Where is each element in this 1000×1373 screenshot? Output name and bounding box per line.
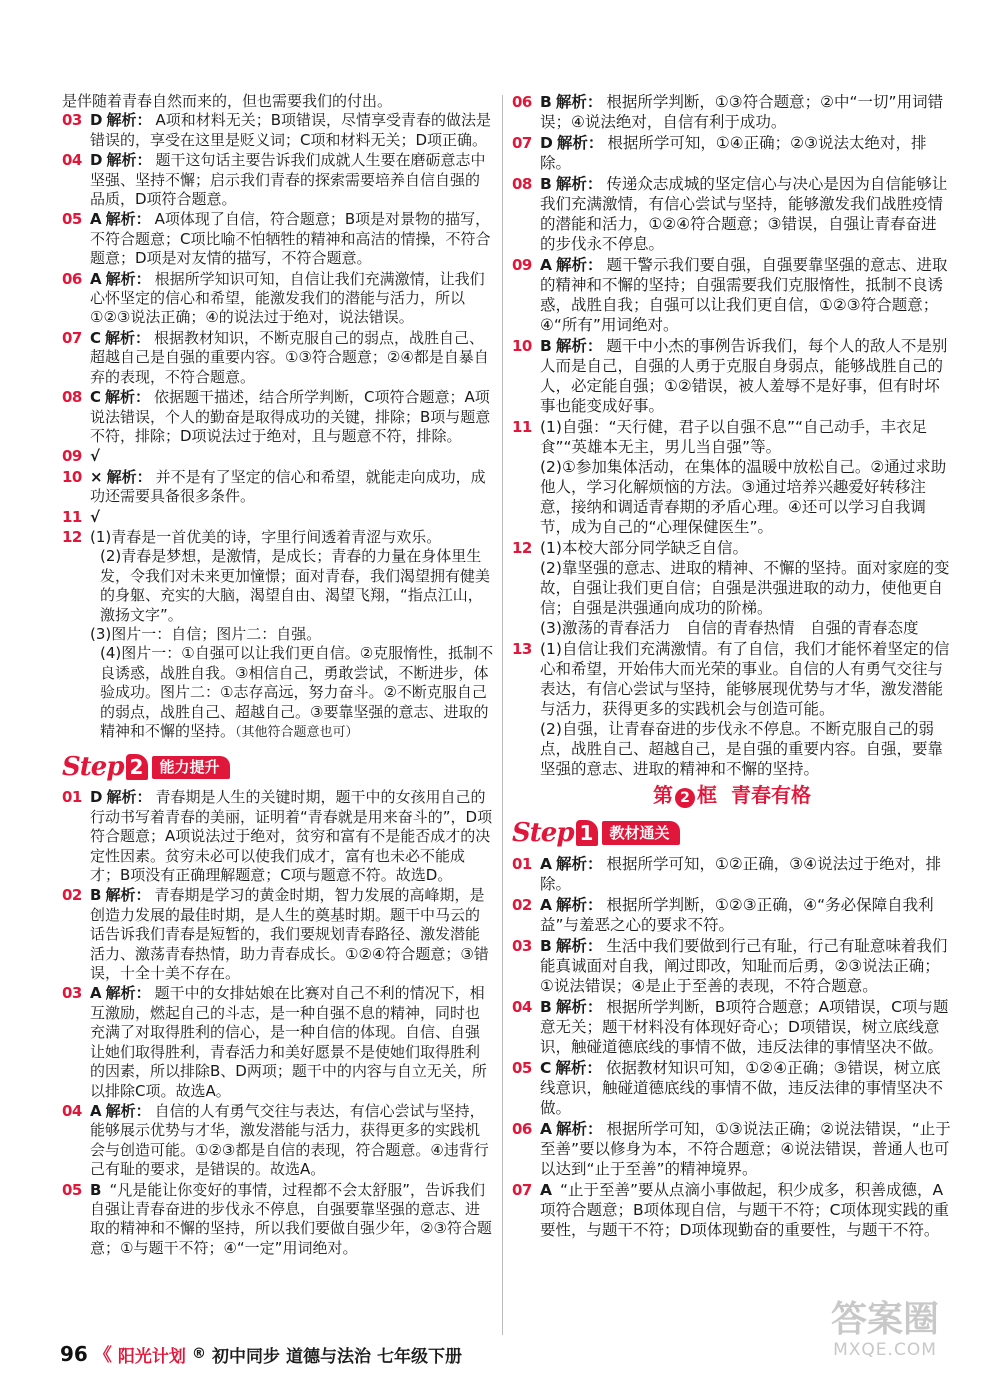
question-number: 09 (62, 447, 82, 466)
answer-part: (1)本校大部分同学缺乏自信。 (540, 539, 748, 557)
question-13-right (512, 639, 952, 779)
analysis-label: 解析： (556, 256, 603, 274)
answer-part: (1)自强：“天行健，君子以自强不息”“自己动手，丰衣足食”“英雄本无主，男儿当自强”等。 (540, 418, 928, 456)
question-number: 13 (512, 640, 532, 658)
analysis-label: 解析： (106, 467, 152, 486)
question-number: 04 (62, 151, 82, 170)
answer-body (90, 111, 494, 150)
question-number: 12 (62, 527, 82, 546)
question-number: 05 (512, 1059, 532, 1077)
answer-body (540, 936, 952, 996)
analysis-text: 依据教材知识可知，①②④正确；③错误，树立底线意识，触碰道德底线的事情不做，违反法律的事情坚决不做。 (540, 1059, 944, 1117)
answer-body (90, 270, 494, 328)
answer-option: B (540, 998, 552, 1016)
answer-item (512, 92, 952, 132)
answer-option: A (540, 855, 552, 873)
answer-body (90, 508, 494, 527)
answer-item (512, 854, 952, 894)
step-number: 2 (126, 754, 148, 780)
answer-item (62, 270, 494, 328)
answer-item (62, 210, 494, 268)
question-number: 04 (62, 1101, 82, 1120)
answer-list-left-b (62, 788, 494, 1258)
answer-option: C (90, 388, 102, 407)
answer-item (62, 329, 494, 387)
grade-name: 七年级下册 (377, 1346, 462, 1367)
step-title: 能力提升 (152, 756, 230, 779)
analysis-label: 解析： (106, 111, 152, 130)
section-number: 2 (675, 788, 695, 808)
answer-item (62, 788, 494, 885)
answer-list-left-a (62, 111, 494, 527)
answer-option: √ (90, 447, 101, 466)
step-number: 1 (576, 820, 598, 846)
answer-body (540, 854, 952, 894)
answer-option: B (540, 93, 552, 111)
answer-option: B (540, 175, 552, 193)
watermark-logo (810, 1300, 960, 1364)
answer-item (62, 886, 494, 983)
answer-body (540, 997, 952, 1057)
registered-mark: ® (191, 1346, 206, 1362)
answer-option: A (540, 1120, 552, 1138)
analysis-label: 解析： (556, 855, 603, 873)
answer-item (62, 984, 494, 1100)
answer-body (540, 895, 952, 935)
question-number: 02 (62, 886, 82, 905)
question-number: 05 (62, 210, 82, 229)
series-name: 初中同步 (212, 1346, 280, 1367)
answer-option: B (540, 937, 552, 955)
answer-body (540, 255, 952, 335)
analysis-label: 解析： (105, 210, 151, 229)
answer-part: (4)图片一：①自强可以让我们更自信。②克服惰性，抵制不良诱惑，战胜自我。③相信自己，勇敢尝试，不断进步，体验成功。图片二：①志存高远，努力奋斗。②不断克服自己的弱点，战胜自己、超越自己。③要靠坚强的意志、进取的精神和不懈的坚持。（其他符合题意也可） (100, 644, 494, 740)
analysis-text: 生活中我们要做到行己有耻，行己有耻意味着我们能真诚面对自我，阐过即改，知耻而后勇，②③说法正确；①说法错误；④是止于至善的表现，不符合题意。 (540, 937, 948, 995)
brand-name: 阳光计划 (117, 1346, 186, 1367)
answer-option: A (90, 1101, 102, 1120)
answer-option: C (540, 1059, 552, 1077)
answer-item (62, 447, 494, 466)
step-word: Step (62, 751, 124, 782)
answer-option: B (540, 337, 552, 355)
analysis-text: 根据所学知识可知，自信让我们充满激情，让我们心怀坚定的信心和希望，能激发我们的潜能与活力，所以①②③说法正确；④的说法过于绝对，说法错误。 (90, 269, 485, 327)
question-number: 10 (62, 467, 82, 486)
answer-option: × (90, 467, 103, 486)
analysis-text: “凡是能让你变好的事情，过程都不会太舒服”，告诉我们自强让青春奋进的步伐永不停息，自强要靠坚强的意志、进取的精神和不懈的坚持，所以我们要做自强少年，②③符合题意；①与题干不符；④“一定”用词绝对。 (90, 1180, 492, 1257)
question-number: 09 (512, 256, 532, 274)
analysis-label: 解析： (105, 388, 151, 407)
analysis-text: 根据教材知识，不断克服自己的弱点，战胜自己、超越自己是自强的重要内容。①③符合题意；②④都是自暴自弃的表现，不符合题意。 (90, 328, 489, 386)
answer-part: (1)自信让我们充满激情。有了自信，我们才能怀着坚定的信心和希望，开始伟大而光荣的事业。自信的人有勇气交往与表达，有信心尝试与坚持，能够展现优势与才华，激发潜能与活力，获得更多的实践机会与创造可能。 (540, 640, 950, 718)
step-word: Step (512, 818, 574, 848)
answer-option: A (90, 269, 102, 288)
answer-body (90, 151, 494, 209)
answer-option: A (540, 1181, 552, 1199)
watermark-text: 答案圈 (830, 1299, 939, 1340)
answer-option: D (540, 134, 553, 152)
analysis-text: 根据所学判断，①③符合题意；②中“一切”用词错误；④说法绝对，自信有利于成功。 (540, 93, 944, 131)
subject-name: 道德与法治 (286, 1346, 371, 1367)
right-column (512, 92, 952, 1241)
answer-option: A (90, 984, 102, 1003)
answer-item (62, 1181, 494, 1259)
analysis-text: 题干警示我们要自强，自强要靠坚强的意志、进取的精神和不懈的坚持；自强需要我们克服惰性，抵制不良诱惑，战胜自我；自强可以让我们更自信，①②③符合题意；④“所有”用词绝对。 (540, 256, 948, 334)
answer-body (90, 1102, 494, 1180)
analysis-text: 题干这句话主要告诉我们成就人生要在磨砺意志中坚强、坚持不懈；启示我们青春的探索需要培养自信自强的品质，D项符合题意。 (90, 151, 486, 209)
analysis-text: 并不是有了坚定的信心和希望，就能走向成功，成功还需要具备很多条件。 (90, 467, 486, 506)
question-number: 03 (62, 984, 82, 1003)
answer-body (540, 336, 952, 416)
analysis-label: 解析： (555, 337, 603, 355)
analysis-label: 解析： (105, 328, 151, 347)
question-number: 07 (512, 134, 532, 152)
analysis-label: 解析： (105, 1101, 151, 1120)
answer-item (62, 388, 494, 446)
answer-item (512, 1119, 952, 1179)
analysis-label: 解析： (105, 984, 151, 1003)
answer-note: （其他符合题意也可） (235, 725, 359, 740)
answer-body (90, 447, 494, 466)
question-12-left (62, 528, 494, 742)
answer-body (90, 210, 494, 268)
analysis-label: 解析： (556, 896, 603, 914)
analysis-text: 根据所学可知，①③说法正确；②说法错误，“止于至善”要以修身为本，不符合题意；④说法错误，普通人也可以达到“止于至善”的精神境界。 (540, 1120, 951, 1178)
analysis-text: 根据所学判断，①②③正确，④“务必保障自我利益”与羞恶之心的要求不符。 (540, 896, 934, 934)
question-12-right (512, 538, 952, 638)
answer-part: (3)图片一：自信；图片二：自强。 (90, 624, 322, 643)
analysis-label: 解析： (555, 93, 603, 111)
answer-body (90, 886, 494, 983)
step-1-header (512, 818, 952, 848)
question-number: 07 (62, 328, 82, 347)
question-number: 01 (62, 788, 82, 807)
answer-item (62, 1102, 494, 1180)
answer-option: C (90, 328, 102, 347)
answer-item (512, 895, 952, 935)
question-number: 11 (62, 507, 82, 526)
answer-item (512, 997, 952, 1057)
watermark-url: MXQE.COM (833, 1340, 937, 1360)
answer-part: (1)青春是一首优美的诗，字里行间透着青涩与欢乐。 (90, 527, 442, 546)
answer-part: (2)青春是梦想，是激情，是成长；青春的力量在身体里生发，令我们对未来更加憧憬；面对青春，我们渴望拥有健美的身躯、充实的大脑，渴望自由、渴望飞翔，“指点江山，激扬文字”。 (100, 547, 491, 624)
question-number: 06 (512, 1120, 532, 1138)
analysis-text: 题干中小杰的事例告诉我们，每个人的敌人不是别人而是自己，自强的人勇于克服自身弱点，能够战胜自己的人，必定能自强；①②错误，被人羞辱不是好事，但有时坏事也能变成好事。 (540, 337, 948, 415)
answer-option: √ (90, 507, 101, 526)
question-number: 03 (62, 111, 82, 130)
analysis-text: 青春期是人生的关键时期，题干中的女孩用自己的行动书写着青春的美丽，证明着“青春就是用来奋斗的”，D项符合题意；A项说法过于绝对，贫穷和富有不是能否成才的决定性因素。贫穷未必可以使我们成才，富有也未必不能成才；B项没有正确理解题意；C项与题意不符。故选D。 (90, 788, 493, 885)
answer-option: D (90, 788, 103, 807)
analysis-label: 解析： (555, 175, 603, 193)
analysis-text: “止于至善”要从点滴小事做起，积少成多，积善成德，A项符合题意；B项体现自信，与题干不符；C项体现实践的重要性，与题干不符；D项体现勤奋的重要性，与题干不符。 (540, 1181, 949, 1239)
page-footer (60, 1341, 462, 1367)
answer-item (512, 174, 952, 254)
question-number: 05 (62, 1180, 82, 1199)
analysis-text: 自信的人有勇气交往与表达，有信心尝试与坚持，能够展示优势与才华，激发潜能与活力，获得更多的实践机会与创造可能。①②③都是自信的表现，符合题意。④违背行己有耻的要求，是错误的。故选A。 (90, 1101, 489, 1179)
answer-part: (2)自强，让青春奋进的步伐永不停息。不断克服自己的弱点，战胜自己、超越自己，是自强的重要内容。自强，要靠坚强的意志、进取的精神和不懈的坚持。 (540, 720, 944, 778)
analysis-text: 根据所学判断，B项符合题意；A项错误，C项与题意无关；题干材料没有体现好奇心；D项错误，树立底线意识，触碰道德底线的事情不做，违反法律的事情坚决不做。 (540, 998, 949, 1056)
question-number: 02 (512, 896, 532, 914)
answer-item (512, 133, 952, 173)
question-number: 10 (512, 337, 532, 355)
analysis-label: 解析： (555, 1059, 602, 1077)
answer-list-right-b (512, 854, 952, 1240)
section-prefix: 第 (653, 783, 674, 807)
analysis-label: 解析： (555, 998, 603, 1016)
analysis-text: 依据题干描述，结合所学判断，C项符合题意；A项说法错误，个人的勤奋是取得成功的关键，排除；B项与题意不符，排除；D项说法过于绝对，且与题意不符，排除。 (90, 388, 491, 445)
question-number: 06 (62, 269, 82, 288)
analysis-label: 解析： (106, 788, 152, 807)
question-number: 07 (512, 1181, 532, 1199)
section-suffix: 框 (697, 783, 718, 807)
answer-body (90, 1181, 494, 1259)
question-number: 11 (512, 418, 532, 436)
answer-option: A (540, 896, 552, 914)
question-number: 06 (512, 93, 532, 111)
answer-option: B (90, 1180, 102, 1199)
question-number: 01 (512, 855, 532, 873)
answer-list-right-a (512, 92, 952, 416)
answer-option: B (90, 886, 102, 905)
analysis-text: 传递众志成城的坚定信心与决心是因为自信能够让我们充满激情，有信心尝试与坚持，能够激发我们战胜疫情的潜能和活力，①②④符合题意；③错误，自强让青春奋进的步伐永不停息。 (540, 175, 948, 253)
analysis-text: 青春期是学习的黄金时期，智力发展的高峰期，是创造力发展的最佳时期，是人生的奠基时期。题干中马云的话告诉我们青春是短暂的，我们要规划青春路径、激发潜能活力、激荡青春热情，助力青春成长。①②④符合题意；③错误，十全十美不存在。 (90, 886, 489, 983)
question-number: 08 (512, 175, 532, 193)
column-divider (502, 95, 503, 1335)
answer-item (512, 936, 952, 996)
question-number: 12 (512, 539, 532, 557)
answer-option: D (90, 151, 103, 170)
question-number: 08 (62, 388, 82, 407)
analysis-text: 根据所学可知，①④正确；②③说法太绝对，排除。 (540, 134, 927, 172)
answer-body (90, 468, 494, 507)
analysis-text: 根据所学可知，①②正确，③④说法过于绝对，排除。 (540, 855, 942, 893)
page-number: 96 (60, 1342, 88, 1366)
analysis-text: A项体现了自信，符合题意；B项是对景物的描写，不符合题意；C项比喻不怕牺牲的精神和高洁的情操，不符合题意；D项是对友情的描写，不符合题意。 (90, 210, 491, 268)
step-title: 教材通关 (602, 821, 680, 845)
answer-item (512, 1058, 952, 1118)
answer-part: (2)①参加集体活动，在集体的温暖中放松自己。②通过求助他人，学习化解烦恼的方法。③通过培养兴趣爱好转移注意，接纳和调适青春期的矛盾心理。④还可以学习自我调节，成为自己的“心理保健医生”。 (540, 458, 947, 536)
analysis-label: 解析： (555, 937, 603, 955)
answer-item (512, 336, 952, 416)
answer-item (62, 151, 494, 209)
analysis-label: 解析： (556, 1120, 603, 1138)
answer-body (540, 1058, 952, 1118)
section-heading (512, 785, 952, 808)
answer-part: (3)激荡的青春活力 自信的青春热情 自强的青春态度 (540, 619, 919, 637)
question-11-right (512, 417, 952, 537)
answer-body (540, 133, 952, 173)
answer-item (62, 468, 494, 507)
answer-option: A (90, 210, 102, 229)
answer-body (90, 984, 494, 1100)
step-2-header (62, 752, 494, 782)
answer-body (540, 92, 952, 132)
question-number: 03 (512, 937, 532, 955)
analysis-label: 解析： (105, 886, 151, 905)
question-number: 04 (512, 998, 532, 1016)
analysis-text: A项和材料无关；B项错误，尽情享受青春的做法是错误的，享受在这里是贬义词；C项和材料无关；D项正确。 (90, 111, 492, 149)
answer-body (540, 1119, 952, 1179)
answer-option: A (540, 256, 552, 274)
left-column (62, 92, 494, 1259)
answer-item (512, 1180, 952, 1240)
answer-body (90, 329, 494, 387)
answer-body (540, 1180, 952, 1240)
answer-option: D (90, 111, 103, 130)
answer-body (540, 174, 952, 254)
answer-part: (2)靠坚强的意志、进取的精神、不懈的坚持。面对家庭的变故，自强让我们更自信；自强是洪强进取的动力，使他更自信；自强是洪强通向成功的阶梯。 (540, 559, 950, 617)
answer-body (90, 788, 494, 885)
answer-item (62, 508, 494, 527)
answer-body (90, 388, 494, 446)
analysis-text: 题干中的女排姑娘在比赛对自己不利的情况下，相互激励，燃起自己的斗志，是一种自强不息的精神，同时也充满了对取得胜利的信心，是一种自信的体现。自信、自强让她们取得胜利，青春活力和美好愿景不是使她们取得胜利的因素，所以排除B、D两项；题干中的内容与自立无关，所以排除C项。故选A。 (90, 984, 487, 1100)
intro-text: 是伴随着青春自然而来的，但也需要我们的付出。 (62, 92, 393, 110)
analysis-label: 解析： (106, 151, 152, 170)
analysis-label: 解析： (105, 269, 151, 288)
chevron-left-icon: 《 (93, 1345, 112, 1366)
section-title: 青春有格 (730, 783, 811, 807)
answer-item (512, 255, 952, 335)
answer-item (62, 111, 494, 150)
analysis-label: 解析： (556, 134, 604, 152)
